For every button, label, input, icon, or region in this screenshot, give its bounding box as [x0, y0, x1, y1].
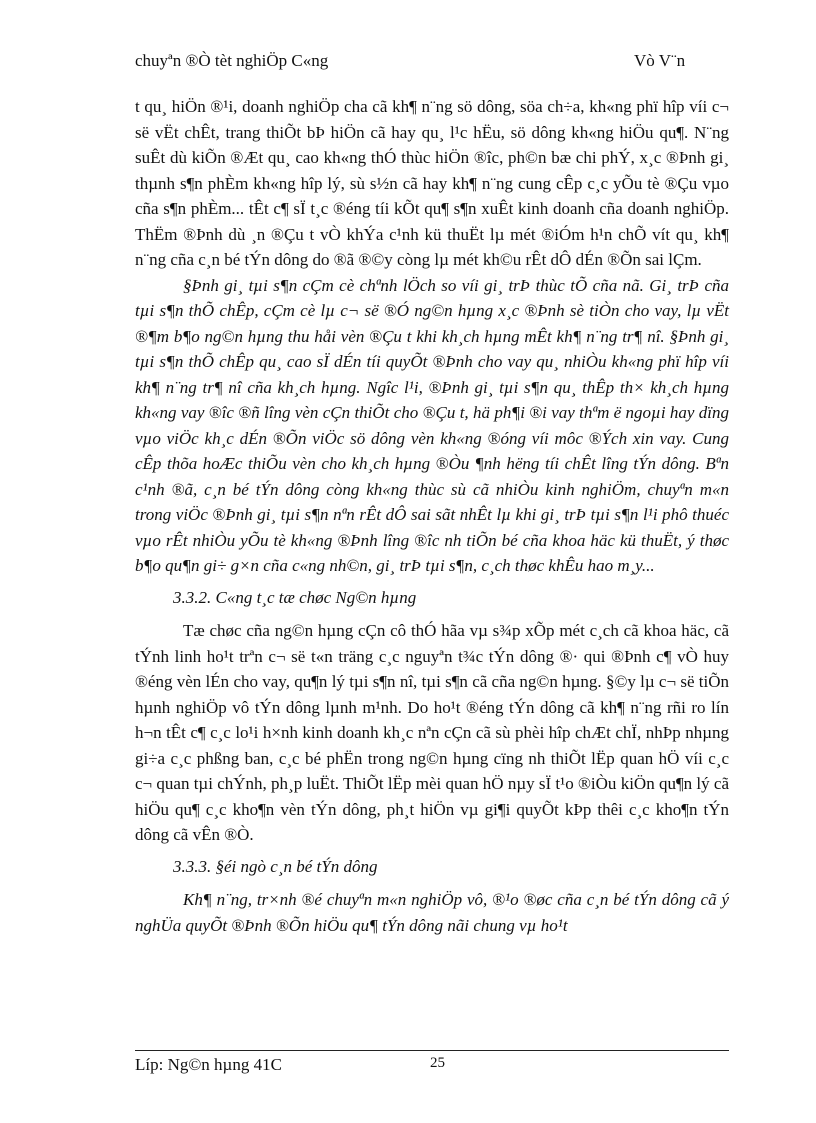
paragraph-credit-staff: Kh¶ n¨ng, tr×nh ®é chuyªn m«n nghiÖp vô, ®¹o ®øc cña c¸n bé tÝn dông cã ý nghÜa quyÕt ®Þnh ®Õn hiÖu qu¶ tÝn dông nãi chung vµ ho¹t — [135, 890, 729, 935]
paragraph-bank-organization: Tæ chøc cña ng©n hµng cÇn cô thÓ hãa vµ s¾p xÕp mét c¸ch cã khoa häc, cã tÝnh linh ho¹t trªn c¬ së t«n träng c¸c nguyªn t¾c tÝn dông ®· qui ®Þnh c¶ vÒ huy ®éng vèn lÉn cho vay, qu¶n lý tµi s¶n nî, tµi s¶n cã cña ng©n hµng. §©y lµ c¬ së tiÕn hµnh nghiÖp vô tÝn dông lµnh m¹nh. Do ho¹t ®éng tÝn dông cã kh¶ n¨ng rñi ro lín h¬n tÊt c¶ c¸c lo¹i h×nh kinh doanh kh¸c nªn cÇn cã sù phèi hîp chÆt chÏ, nhÞp nhµng gi÷a c¸c phßng ban, c¸c bé phËn trong ng©n hµng cïng nh thiÕt lËp quan hÖ víi c¸c c¬ quan tµi chÝnh, ph¸p luËt. ThiÕt lËp mèi quan hÖ nµy sÏ t¹o ®iÒu kiÖn qu¶n lý cã hiÖu qu¶ c¸c kho¶n vèn tÝn dông, ph¸t hiÖn vµ gi¶i quyÕt kÞp thêi c¸c kho¶n tÝn dông cã vÊn ®Ò. — [135, 621, 729, 844]
paragraph-asset-valuation — [135, 273, 729, 579]
document-body — [135, 94, 729, 938]
footer-divider — [135, 1050, 729, 1051]
footer-class-label: Líp: Ng©n hµng 41C — [135, 1055, 282, 1074]
page-number: 25 — [430, 1055, 445, 1071]
paragraph-asset-valuation-text: §Þnh gi¸ tµi s¶n cÇm cè chªnh lÖch so víi gi¸ trÞ thùc tÕ cña nã. Gi¸ trÞ cña tµi s¶n thÕ chÊp, cÇm cè lµ c¬ së ®Ó ng©n hµng x¸c ®Þnh sè tiÒn cho vay, lµ vËt ®¶m b¶o ng©n hµng thu håi vèn ®Çu t khi kh¸ch hµng mÊt kh¶ n¨ng tr¶ nî. §Þnh gi¸ tµi s¶n thÕ chÊp qu¸ cao sÏ dÉn tíi quyÕt ®Þnh cho vay qu¸ nhiÒu kh«ng phï hîp víi kh¶ n¨ng tr¶ nî cña kh¸ch hµng. Ngîc l¹i, ®Þnh gi¸ tµi s¶n qu¸ thÊp th× kh¸ch hµng kh«ng vay ®îc ®ñ lîng vèn cÇn thiÕt cho ®Çu t, hä ph¶i ®i vay thªm ë ngoµi hay dïng vµo viÖc kh¸c dÉn ®Õn viÖc sö dông vèn kh«ng ®óng víi môc ®Ých xin vay. Cung cÊp thõa hoÆc thiÕu vèn cho kh¸ch hµng ®Òu ¶nh hëng tíi chÊt lîng tÝn dông. Bªn c¹nh ®ã, c¸n bé tÝn dông còng kh«ng thùc sù cã nhiÒu kinh nghiÖm, chuyªn m«n trong viÖc ®Þnh gi¸ tµi s¶n nªn rÊt dÔ sai sãt nhÊt lµ khi gi¸ trÞ tµi s¶n l¹i phô thuéc vµo rÊt nhiÒu yÕu tè kh«ng ®Þnh lîng ®îc nh tiÕn bé cña khoa häc kü thuËt, ý thøc b¶o qu¶n gi÷ g×n cña c«ng nh©n, gi¸ trÞ tµi s¶n, c¸ch thøc khÊu hao m¸y... — [135, 275, 729, 575]
paragraph-technical-appraisal: t qu¸ hiÖn ®¹i, doanh nghiÖp cha cã kh¶ n¨ng sö dông, söa ch÷a, kh«ng phï hîp víi c¬ së vËt chÊt, trang thiÕt bÞ hiÖn cã hay qu¸ l¹c hËu, sö dông kh«ng hiÖu qu¶. N¨ng suÊt dù kiÕn ®Æt qu¸ cao kh«ng thÓ thùc hiÖn ®îc, ph©n bæ chi phÝ, x¸c ®Þnh gi¸ thµnh s¶n phÈm kh«ng hîp lý, sù s½n cã hay kh¶ n¨ng cung cÊp c¸c yÕu tè ®Çu vµo cña s¶n phÈm... tÊt c¶ sÏ t¸c ®éng tíi kÕt qu¶ s¶n xuÊt kinh doanh cña doanh nghiÖp. ThËm ®Þnh dù ¸n ®Çu t vÒ khÝa c¹nh kü thuËt lµ mét ®iÓm h¹n chÕ vít qu¸ kh¶ n¨ng cña c¸n bé tÝn dông do ®ã ®©y còng lµ mét kh©u rÊt dÔ dÉn ®Õn sai lÇm. — [135, 97, 729, 269]
section-heading-bank-organization: 3.3.2. C«ng t¸c tæ chøc Ng©n hµng — [173, 587, 417, 607]
section-heading-credit-staff: 3.3.3. §éi ngò c¸n bé tÝn dông — [173, 856, 378, 876]
header-title: chuyªn ®Ò tèt nghiÖp C«ng — [135, 51, 329, 70]
header-author: Vò V¨n — [634, 51, 686, 70]
